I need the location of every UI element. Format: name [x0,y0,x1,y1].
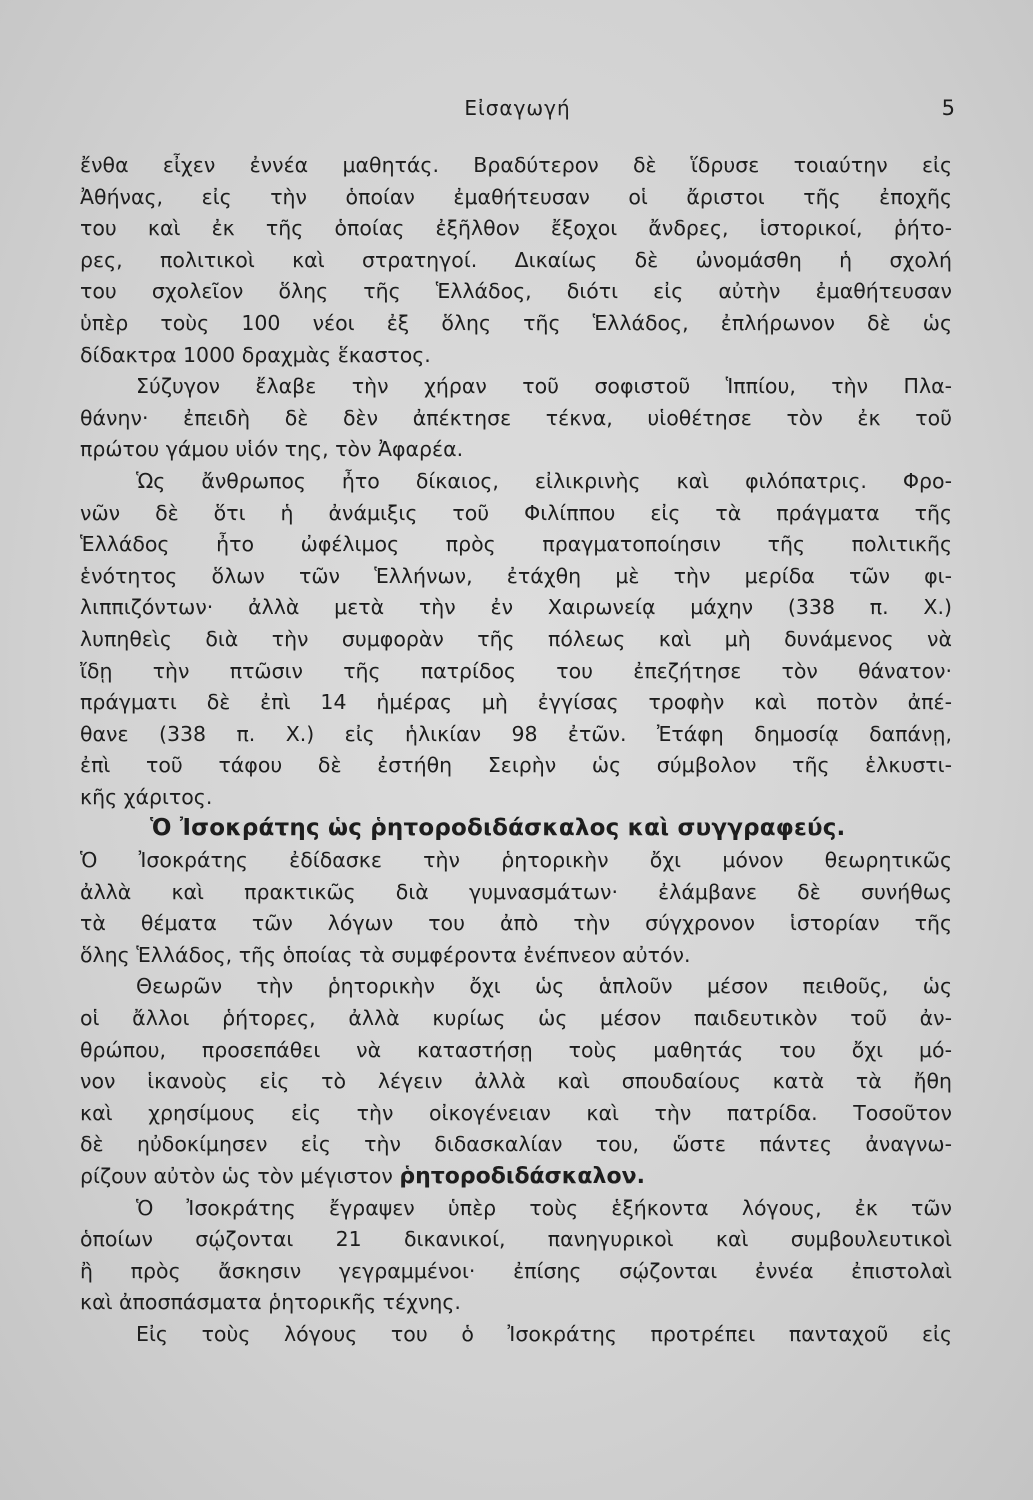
text-line: Ὡς ἄνθρωπος ἦτο δίκαιος, εἰλικρινὴς καὶ φιλόπατρις. Φρο- [136,468,952,493]
page-body [80,150,952,1351]
page-header [80,96,955,132]
text-line: του καὶ ἐκ τῆς ὁποίας ἐξῆλθον ἔξοχοι ἄνδρες, ἱστορικοί, ῥήτο- [80,216,952,241]
text-line: ἀλλὰ καὶ πρακτικῶς διὰ γυμνασμάτων· ἐλάμβανε δὲ συνήθως [80,879,952,904]
text-line: καὶ χρησίμους εἰς τὴν οἰκογένειαν καὶ τὴν πατρίδα. Τοσοῦτον [80,1100,952,1125]
text-line: Θεωρῶν τὴν ῥητορικὴν ὄχι ὡς ἁπλοῦν μέσον πειθοῦς, ὡς [136,974,952,999]
text-line: νον ἱκανοὺς εἰς τὸ λέγειν ἀλλὰ καὶ σπουδαίους κατὰ τὰ ἤθη [80,1069,952,1094]
text-line: του σχολεῖον ὅλης τῆς Ἑλλάδος, διότι εἰς αὐτὴν ἐμαθήτευσαν [80,279,952,304]
text-line: δὲ ηὐδοκίμησεν εἰς τὴν διδασκαλίαν του, ὥστε πάντες ἀναγνω- [80,1132,952,1157]
text-line: νῶν δὲ ὅτι ἡ ἀνάμιξις τοῦ Φιλίππου εἰς τὰ πράγματα τῆς [80,500,952,525]
emphasized-term: ῥητοροδιδάσκαλον. [399,1164,645,1189]
text-line: ρες, πολιτικοὶ καὶ στρατηγοί. Δικαίως δὲ ὠνομάσθη ἡ σχολή [80,247,952,272]
paragraph-5 [80,971,952,1192]
text-line: τὰ θέματα τῶν λόγων του ἀπὸ τὴν σύγχρονον ἱστορίαν τῆς [80,911,952,936]
paragraph-7 [80,1319,952,1351]
text-line: Ὁ Ἰσοκράτης ἐδίδασκε τὴν ῥητορικὴν ὄχι μόνον θεωρητικῶς [80,848,952,873]
text-line: πρώτου γάμου υἱόν της, τὸν Ἀφαρέα. [80,437,464,462]
text-fragment: ρίζουν αὐτὸν ὡς τὸν μέγιστον [80,1164,393,1188]
running-title: Εἰσαγωγή [464,96,571,120]
text-line: δίδακτρα 1000 δραχμὰς ἕκαστος. [80,342,431,367]
text-line: πράγματι δὲ ἐπὶ 14 ἡμέρας μὴ ἐγγίσας τροφὴν καὶ ποτὸν ἀπέ- [80,690,952,715]
text-line: θρώπου, προσεπάθει νὰ καταστήσῃ τοὺς μαθητάς του ὄχι μό- [80,1037,952,1062]
text-line: καὶ ἀποσπάσματα ῥητορικῆς τέχνης. [80,1290,461,1315]
text-line: Σύζυγον ἔλαβε τὴν χήραν τοῦ σοφιστοῦ Ἱππίου, τὴν Πλα- [136,374,952,399]
text-line: ὁποίων σῴζονται 21 δικανικοί, πανηγυρικοὶ καὶ συμβουλευτικοὶ [80,1227,952,1252]
paragraph-2 [80,371,952,466]
text-line: οἱ ἄλλοι ῥήτορες, ἀλλὰ κυρίως ὡς μέσον παιδευτικὸν τοῦ ἀν- [80,1006,952,1031]
text-line: ὑπὲρ τοὺς 100 νέοι ἐξ ὅλης τῆς Ἑλλάδος, ἐπλήρωνον δὲ ὡς [80,310,952,335]
text-line: ἴδῃ τὴν πτῶσιν τῆς πατρίδος του ἐπεζήτησε τὸν θάνατον· [80,658,952,683]
text-line: Εἰς τοὺς λόγους του ὁ Ἰσοκράτης προτρέπει πανταχοῦ εἰς [136,1321,952,1346]
text-line: ἔνθα εἶχεν ἐννέα μαθητάς. Βραδύτερον δὲ ἵδρυσε τοιαύτην εἰς [80,153,952,177]
paragraph-4 [80,845,952,971]
text-line [80,1161,952,1193]
paragraph-3 [80,466,952,814]
paragraph-6 [80,1193,952,1319]
paragraph-1 [80,150,952,371]
text-line: λιππιζόντων· ἀλλὰ μετὰ τὴν ἐν Χαιρωνείᾳ μάχην (338 π. Χ.) [80,595,952,620]
text-line: λυπηθεὶς διὰ τὴν συμφορὰν τῆς πόλεως καὶ μὴ δυνάμενος νὰ [80,626,952,651]
section-heading: Ὁ Ἰσοκράτης ὡς ῥητοροδιδάσκαλος καὶ συγγραφεύς. [150,815,846,842]
page-number: 5 [941,96,955,120]
text-line: ὅλης Ἑλλάδος, τῆς ὁποίας τὰ συμφέροντα ἐνέπνεον αὐτόν. [80,942,691,967]
text-line: ἐπὶ τοῦ τάφου δὲ ἐστήθη Σειρὴν ὡς σύμβολον τῆς ἑλκυστι- [80,753,952,778]
text-line: ἢ πρὸς ἄσκησιν γεγραμμένοι· ἐπίσης σῴζονται ἐννέα ἐπιστολαὶ [80,1258,952,1283]
text-line: Ἀθήνας, εἰς τὴν ὁποίαν ἐμαθήτευσαν οἱ ἄριστοι τῆς ἐποχῆς [80,184,952,209]
text-line: κῆς χάριτος. [80,784,213,809]
text-line: Ἑλλάδος ἦτο ὠφέλιμος πρὸς πραγματοποίησιν τῆς πολιτικῆς [80,532,952,557]
text-line: θανε (338 π. Χ.) εἰς ἡλικίαν 98 ἐτῶν. Ἐτάφη δημοσίᾳ δαπάνῃ, [80,721,952,746]
text-line: Ὁ Ἰσοκράτης ἔγραψεν ὑπὲρ τοὺς ἑξήκοντα λόγους, ἐκ τῶν [136,1195,952,1220]
text-line: θάνην· ἐπειδὴ δὲ δὲν ἀπέκτησε τέκνα, υἱοθέτησε τὸν ἐκ τοῦ [80,405,952,430]
text-line: ἑνότητος ὅλων τῶν Ἑλλήνων, ἐτάχθη μὲ τὴν μερίδα τῶν φι- [80,563,952,588]
